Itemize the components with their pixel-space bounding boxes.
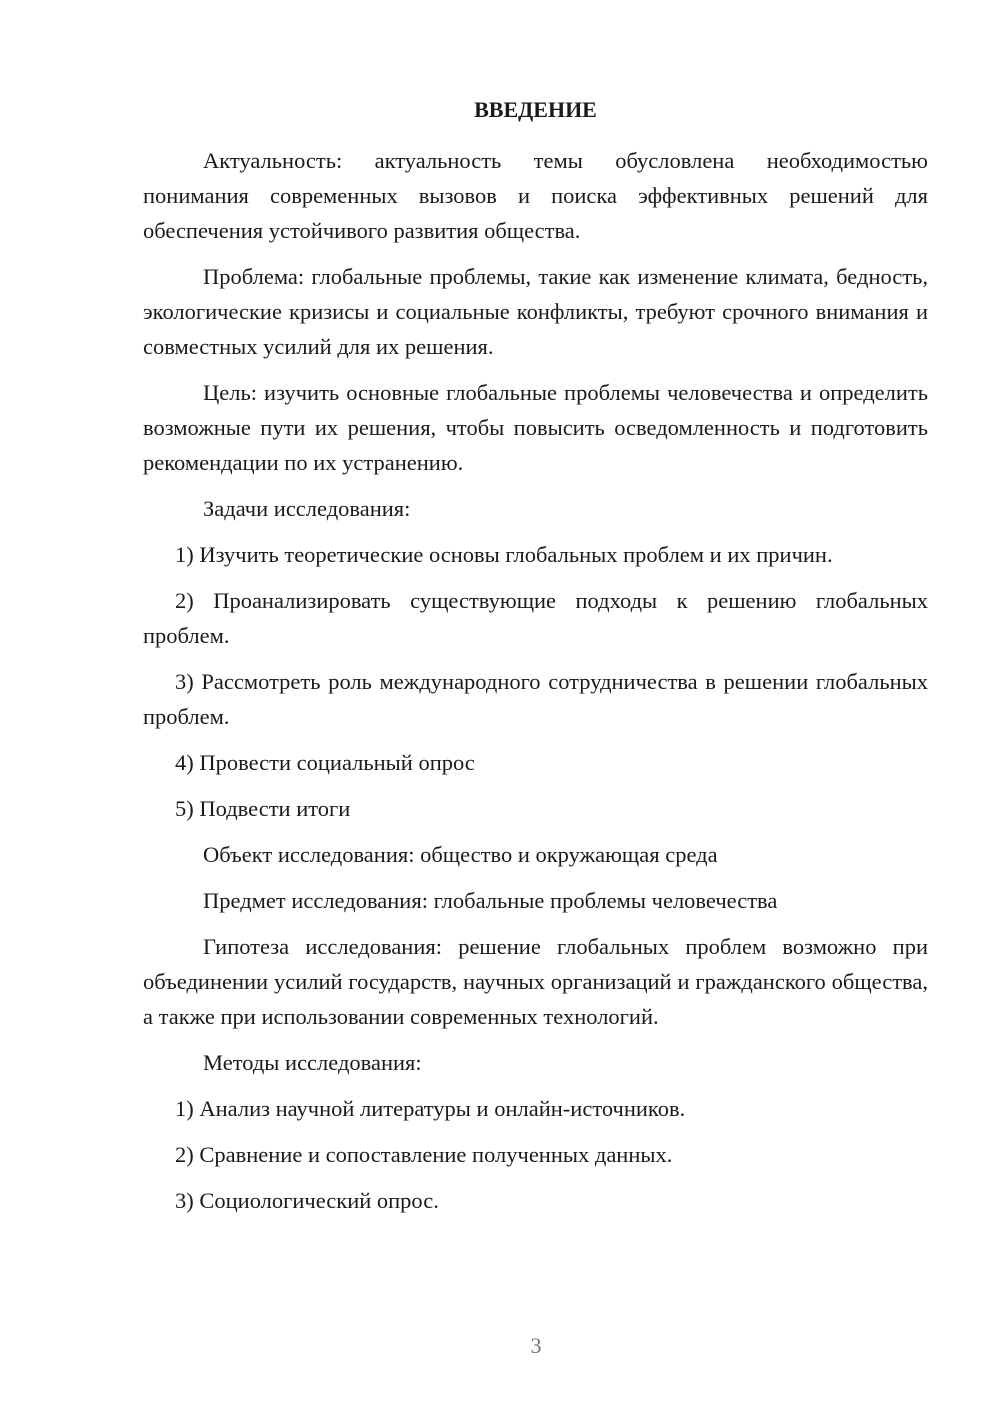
task-item: 3) Рассмотреть роль международного сотрудничества в решении глобальных проблем. xyxy=(143,669,928,729)
problem-paragraph: Проблема: глобальные проблемы, такие как изменение климата, бедность, экологические кризисы и социальные конфликты, требуют срочного внимания и совместных усилий для их решения. xyxy=(143,264,928,359)
task-item: 4) Провести социальный опрос xyxy=(175,750,475,775)
subject-paragraph: Предмет исследования: глобальные проблемы человечества xyxy=(203,888,778,913)
hypothesis-paragraph: Гипотеза исследования: решение глобальных проблем возможно при объединении усилий государств, научных организаций и гражданского общества, а также при использовании современных технологий. xyxy=(143,934,928,1029)
method-item: 2) Сравнение и сопоставление полученных данных. xyxy=(175,1142,673,1167)
goal-paragraph: Цель: изучить основные глобальные проблемы человечества и определить возможные пути их решения, чтобы повысить осведомленность и подготовить рекомендации по их устранению. xyxy=(143,380,928,475)
task-item: 1) Изучить теоретические основы глобальных проблем и их причин. xyxy=(175,542,833,567)
page-number: 3 xyxy=(530,1333,542,1358)
method-item: 1) Анализ научной литературы и онлайн-источников. xyxy=(175,1096,686,1121)
section-title: ВВЕДЕНИЕ xyxy=(474,97,597,122)
document-page xyxy=(143,92,928,1218)
methods-heading: Методы исследования: xyxy=(203,1050,422,1075)
tasks-heading: Задачи исследования: xyxy=(203,496,411,521)
relevance-paragraph: Актуальность: актуальность темы обусловлена необходимостью понимания современных вызовов и поиска эффективных решений для обеспечения устойчивого развития общества. xyxy=(143,148,928,243)
task-item: 5) Подвести итоги xyxy=(175,796,351,821)
method-item: 3) Социологический опрос. xyxy=(175,1188,439,1213)
object-paragraph: Объект исследования: общество и окружающая среда xyxy=(203,842,718,867)
task-item: 2) Проанализировать существующие подходы к решению глобальных проблем. xyxy=(143,588,928,648)
